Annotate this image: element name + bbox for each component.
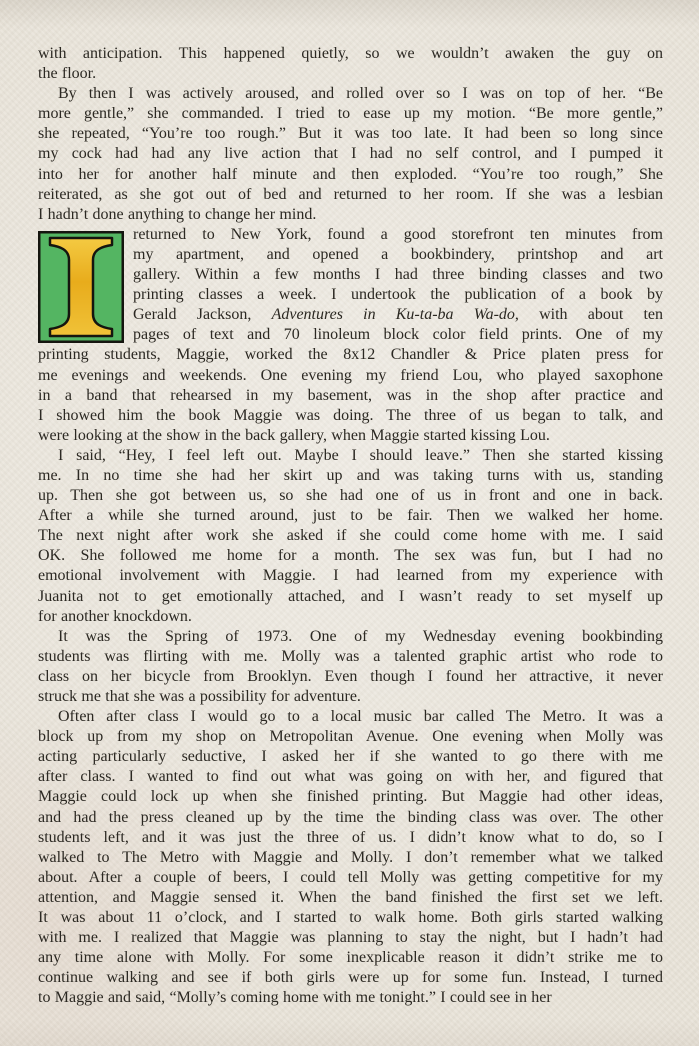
text-line: printing classes a week. I undertook the publication of a book by — [133, 286, 663, 304]
text-line: OK. She followed me home for a month. The sex was fun, but I had no — [38, 547, 663, 565]
text-line: more gentle,” she commanded. I tried to ease up my motion. “Be more gentle,” — [38, 105, 663, 123]
text-line: into her for another half minute and then exploded. “You’re too rough,” She — [38, 165, 663, 183]
text-line: to Maggie and said, “Molly’s coming home with me tonight.” I could see in her — [38, 989, 552, 1007]
text-line: The next night after work she asked if she could come home with me. I said — [38, 527, 663, 545]
text-line: acting particularly seductive, I asked her if she wanted to go there with me — [38, 748, 663, 766]
text-line: the floor. — [38, 65, 97, 83]
text-segment: Gerald Jackson, — [133, 306, 272, 324]
text-line: my apartment, and opened a bookbindery, printshop and art — [133, 245, 663, 263]
text-line: my cock had had any live action that I had no self control, and I pumped it — [38, 145, 663, 163]
text-line: I showed him the book Maggie was doing. The three of us began to talk, and — [38, 406, 663, 424]
text-line: class on her bicycle from Brooklyn. Even though I found her attractive, it never — [38, 667, 663, 685]
paragraph — [38, 44, 663, 84]
text-line: struck me that she was a possibility for adventure. — [38, 688, 361, 705]
paragraph — [38, 627, 663, 707]
text-line: It was the Spring of 1973. One of my Wednesday evening bookbinding — [58, 627, 663, 645]
text-line: pages of text and 70 linoleum block color field prints. One of my — [133, 326, 663, 344]
paragraph — [38, 84, 663, 225]
text-line: reiterated, as she got out of bed and returned to her room. If she was a lesbian — [38, 185, 663, 203]
paragraph — [38, 707, 663, 1008]
text-line: walked to The Metro with Maggie and Molly. I don’t remember what we talked — [38, 848, 663, 866]
text-line: gallery. Within a few months I had three binding classes and two — [133, 266, 663, 284]
dropcap-letter — [38, 343, 39, 344]
text-line: about. After a couple of beers, I could tell Molly was getting competitive for my — [38, 868, 663, 886]
text-line: block up from my shop on Metropolitan Avenue. One evening when Molly was — [38, 728, 663, 746]
text-line: Juanita not to get emotionally attached, and I wasn’t ready to set myself up — [38, 587, 663, 605]
page-text — [38, 44, 663, 1009]
paragraph — [38, 225, 663, 446]
text-line: Maggie could lock up when she finished printing. But Maggie had other ideas, — [38, 788, 663, 806]
text-line: students left, and it was just the three of us. I didn’t know what to do, so I — [38, 828, 663, 846]
text-line: continue walking and see if both girls were up for some fun. Instead, I turned — [38, 969, 663, 987]
text-line: I hadn’t done anything to change her mind. — [38, 205, 317, 223]
dropcap-ornament — [38, 231, 124, 343]
text-line: By then I was actively aroused, and rolled over so I was on top of her. “Be — [58, 85, 663, 103]
text-line: It was about 11 o’clock, and I started to walk home. Both girls started walking — [38, 909, 663, 927]
text-line: and had the press cleaned up by the time the binding class was over. The other — [38, 808, 663, 826]
text-line: I said, “Hey, I feel left out. Maybe I should leave.” Then she started kissing — [58, 446, 663, 464]
text-line: Often after class I would go to a local music bar called The Metro. It was a — [58, 708, 663, 726]
dropcap-initial — [38, 231, 124, 343]
text-line: were looking at the show in the back gallery, when Maggie started kissing Lou. — [38, 426, 550, 444]
text-line: in a band that rehearsed in my basement, was in the shop after practice and — [38, 386, 663, 404]
text-line: with me. I realized that Maggie was planning to stay the night, but I hadn’t had — [38, 929, 663, 947]
text-segment: , with about ten — [514, 306, 663, 324]
text-line: she repeated, “You’re too rough.” But it was too late. It had been so long since — [38, 125, 663, 143]
text-line: with anticipation. This happened quietly, so we wouldn’t awaken the guy on — [38, 45, 663, 62]
text-line: me. In no time she had her skirt up and was taking turns with us, standing — [38, 466, 663, 484]
text-line: returned to New York, found a good storefront ten minutes from — [133, 225, 663, 243]
text-line — [133, 305, 663, 325]
text-line: me evenings and weekends. One evening my friend Lou, who played saxophone — [38, 366, 663, 384]
text-line: after class. I wanted to find out what was going on with her, and figured that — [38, 768, 663, 786]
italic-text-segment: Adventures in Ku-ta-ba Wa-do — [271, 306, 515, 324]
text-line: emotional involvement with Maggie. I had learned from my experience with — [38, 567, 663, 585]
text-line: attention, and Maggie sensed it. When the band finished the first set we left. — [38, 888, 663, 906]
paragraph — [38, 446, 663, 627]
text-line: After a while she turned around, just to be fair. Then we walked her home. — [38, 507, 663, 525]
text-line: up. Then she got between us, so she had one of us in front and one in back. — [38, 487, 663, 505]
text-line: students was flirting with me. Molly was a talented graphic artist who rode to — [38, 647, 663, 665]
text-line: for another knockdown. — [38, 607, 192, 625]
text-line: any time alone with Molly. For some inexplicable reason it didn’t strike me to — [38, 949, 663, 967]
text-line: printing students, Maggie, worked the 8x12 Chandler & Price platen press for — [38, 346, 663, 364]
